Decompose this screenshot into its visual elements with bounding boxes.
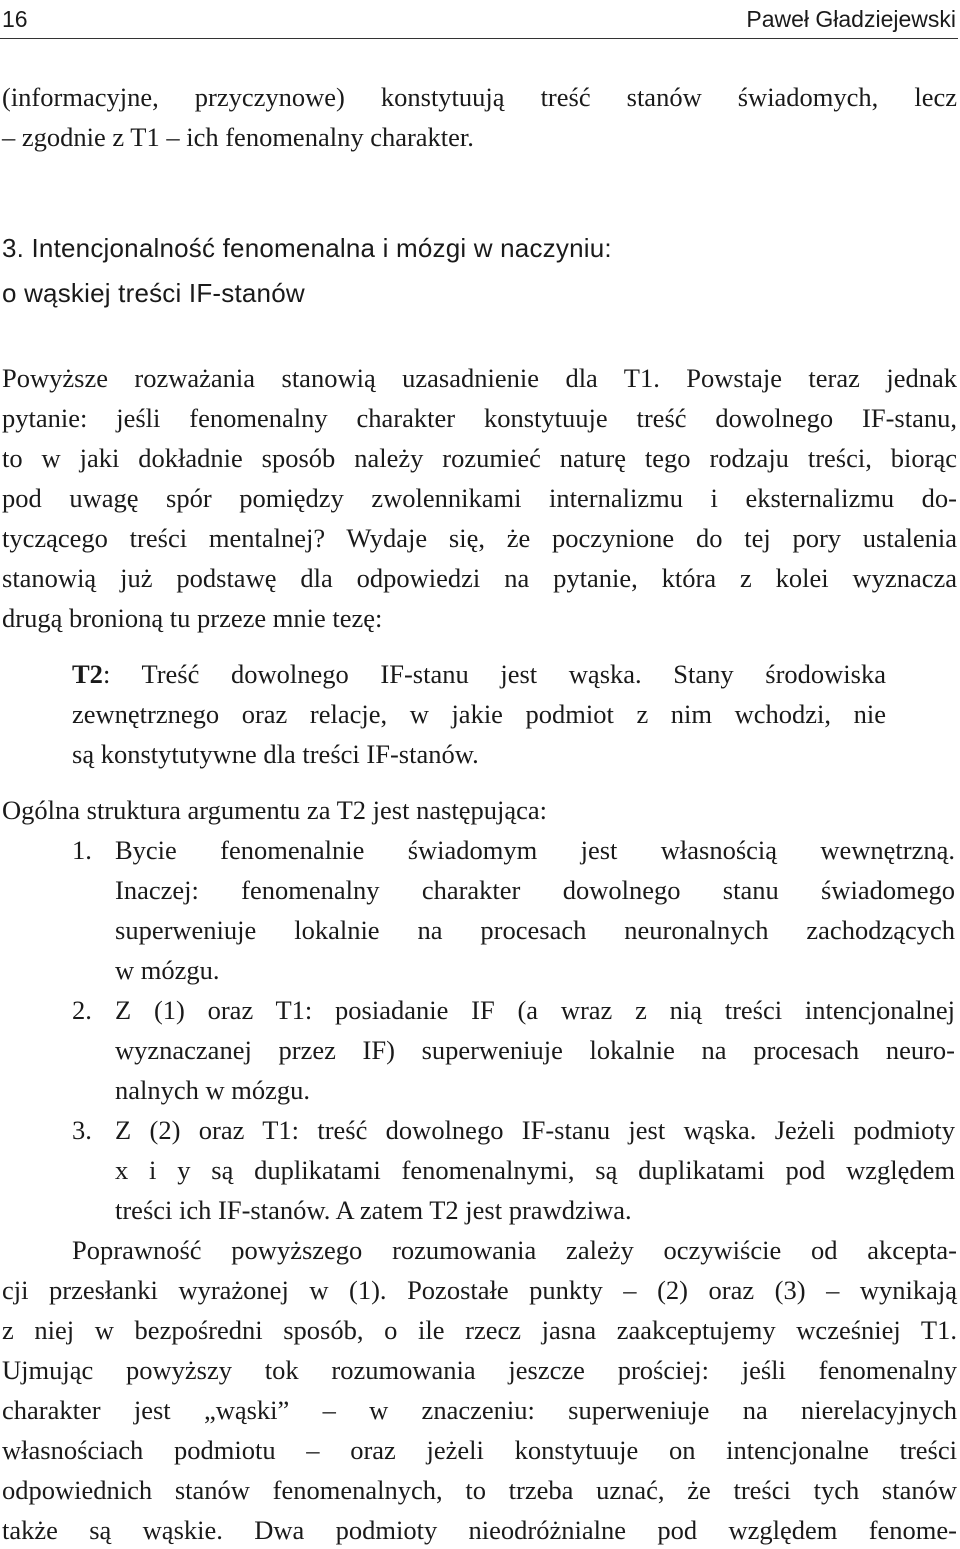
paragraph-line: odpowiednich stanów fenomenalnych, to trzeba uznać, że treści tych stanów: [2, 1475, 957, 1505]
intro-line: – zgodnie z T1 – ich fenomenalny charakter.: [2, 122, 474, 152]
paragraph-line: to w jaki dokładnie sposób należy rozumieć naturę tego rodzaju treści, biorąc: [2, 443, 957, 473]
paragraph-line: stanowią już podstawę dla odpowiedzi na pytanie, która z kolei wyznacza: [2, 563, 957, 593]
thesis-line: [72, 659, 886, 689]
step-line: superweniuje lokalnie na procesach neuronalnych zachodzących: [115, 915, 955, 945]
step-line: treści ich IF-stanów. A zatem T2 jest prawdziwa.: [115, 1195, 632, 1225]
step-number: 2.: [72, 995, 92, 1025]
paragraph-line: cji przesłanki wyrażonej w (1). Pozostałe punkty – (2) oraz (3) – wynikają: [2, 1275, 957, 1305]
paragraph-line: z niej w bezpośredni sposób, o ile rzecz jasna zaakceptujemy wcześniej T1.: [2, 1315, 957, 1345]
paragraph-line: własnościach podmiotu – oraz jeżeli konstytuuje on intencjonalne treści: [2, 1435, 957, 1465]
thesis-text: : Treść dowolnego IF-stanu jest wąska. Stany środowiska: [102, 659, 886, 689]
step-number: 1.: [72, 835, 92, 865]
paragraph-line: tyczącego treści mentalnej? Wydaje się, że poczynione do tej pory ustalenia: [2, 523, 957, 553]
step-line: wyznaczanej przez IF) superweniuje lokalnie na procesach neuro-: [115, 1035, 955, 1065]
intro-line: (informacyjne, przyczynowe) konstytuują treść stanów świadomych, lecz: [2, 82, 957, 112]
argument-intro: Ogólna struktura argumentu za T2 jest następująca:: [2, 795, 548, 825]
thesis-label: T2: [72, 659, 103, 689]
paragraph-line: pytanie: jeśli fenomenalny charakter konstytuuje treść dowolnego IF-stanu,: [2, 403, 957, 433]
paragraph-line: Powyższe rozważania stanowią uzasadnienie dla T1. Powstaje teraz jednak: [2, 363, 957, 393]
paragraph-line: pod uwagę spór pomiędzy zwolennikami internalizmu i eksternalizmu do-: [2, 483, 957, 513]
step-line: x i y są duplikatami fenomenalnymi, są duplikatami pod względem: [115, 1155, 955, 1185]
step-line: nalnych w mózgu.: [115, 1075, 311, 1105]
header-rule: [0, 38, 958, 39]
step-line: w mózgu.: [115, 955, 220, 985]
paragraph-line: Poprawność powyższego rozumowania zależy oczywiście od akcepta-: [72, 1235, 957, 1265]
paragraph-line: także są wąskie. Dwa podmioty nieodróżnialne pod względem fenome-: [2, 1515, 957, 1545]
step-line: Bycie fenomenalnie świadomym jest własnością wewnętrzną.: [115, 835, 955, 865]
thesis-line: zewnętrznego oraz relacje, w jakie podmiot z nim wchodzi, nie: [72, 699, 886, 729]
page-number: 16: [2, 6, 28, 32]
section-heading-line: 3. Intencjonalność fenomenalna i mózgi w naczyniu:: [2, 233, 612, 263]
paragraph-line: Ujmując powyższy tok rozumowania jeszcze prościej: jeśli fenomenalny: [2, 1355, 957, 1385]
thesis-line: są konstytutywne dla treści IF-stanów.: [72, 739, 479, 769]
paragraph-line: drugą bronioną tu przeze mnie tezę:: [2, 603, 383, 633]
step-line: Z (1) oraz T1: posiadanie IF (a wraz z nią treści intencjonalnej: [115, 995, 955, 1025]
step-number: 3.: [72, 1115, 92, 1145]
step-line: Inaczej: fenomenalny charakter dowolnego stanu świadomego: [115, 875, 955, 905]
running-head-author: Paweł Gładziejewski: [746, 6, 956, 32]
running-header: [0, 0, 958, 40]
section-heading-line: o wąskiej treści IF-stanów: [2, 278, 305, 308]
paragraph-line: charakter jest „wąski” – w znaczeniu: superweniuje na nierelacyjnych: [2, 1395, 957, 1425]
step-line: Z (2) oraz T1: treść dowolnego IF-stanu jest wąska. Jeżeli podmioty: [115, 1115, 955, 1145]
